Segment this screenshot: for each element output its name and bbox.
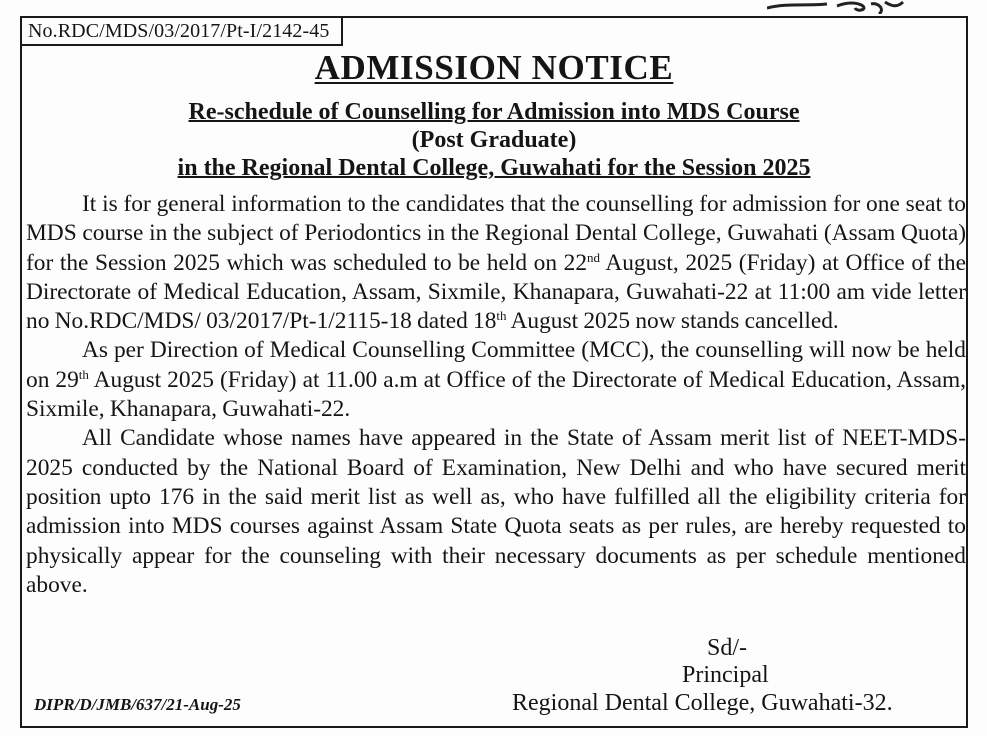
subtitle-line-3: in the Regional Dental College, Guwahati for the Session 2025: [177, 155, 811, 181]
subtitle-line-2: (Post Graduate): [411, 127, 577, 153]
admission-notice: [20, 16, 968, 728]
subtitle-line-1: Re-schedule of Counselling for Admission into MDS Course: [188, 99, 800, 125]
reference-number: No.RDC/MDS/03/2017/Pt-I/2142-45: [22, 18, 343, 46]
paragraph-eligibility: All Candidate whose names have appeared in the State of Assam merit list of NEET-MDS-2025 conducted by the National Board of Examination, New Delhi and who have secured merit position upto 176 in the said merit list as well as, who have fulfilled all the eligibility criteria for admission into MDS courses against Assam State Quota seats as per rules, are hereby requested to physically appear for the counseling with their necessary documents as per schedule mentioned above.: [26, 425, 966, 598]
signatory-office: Regional Dental College, Guwahati-32.: [512, 690, 893, 716]
paragraph-reschedule: As per Direction of Medical Counselling Committee (MCC), the counselling will now be held on 29th August 2025 (Friday) at 11.00 a.m at Office of the Directorate of Medical Education, Assam, Sixmile, Khanapara, Guwahati-22.: [26, 337, 967, 423]
signature-sd: Sd/-: [707, 635, 748, 661]
top-edge-scribble: [767, 0, 907, 14]
paragraph-cancellation: It is for general information to the candidates that the counselling for admission for one seat to MDS course in the subject of Periodontics in the Regional Dental College, Guwahati (Assam Quota) for the Session 2025 which was scheduled to be held on 22nd August, 2025 (Friday) at Office of the Directorate of Medical Education, Assam, Sixmile, Khanapara, Guwahati-22 at 11:00 am vide letter no No.RDC/MDS/ 03/2017/Pt-1/2115-18 dated 18th August 2025 now stands cancelled.: [26, 191, 966, 335]
dipr-code: DIPR/D/JMB/637/21-Aug-25: [34, 695, 241, 714]
signatory-designation: Principal: [682, 662, 769, 688]
notice-body: [26, 190, 966, 600]
notice-title: ADMISSION NOTICE: [314, 48, 674, 87]
